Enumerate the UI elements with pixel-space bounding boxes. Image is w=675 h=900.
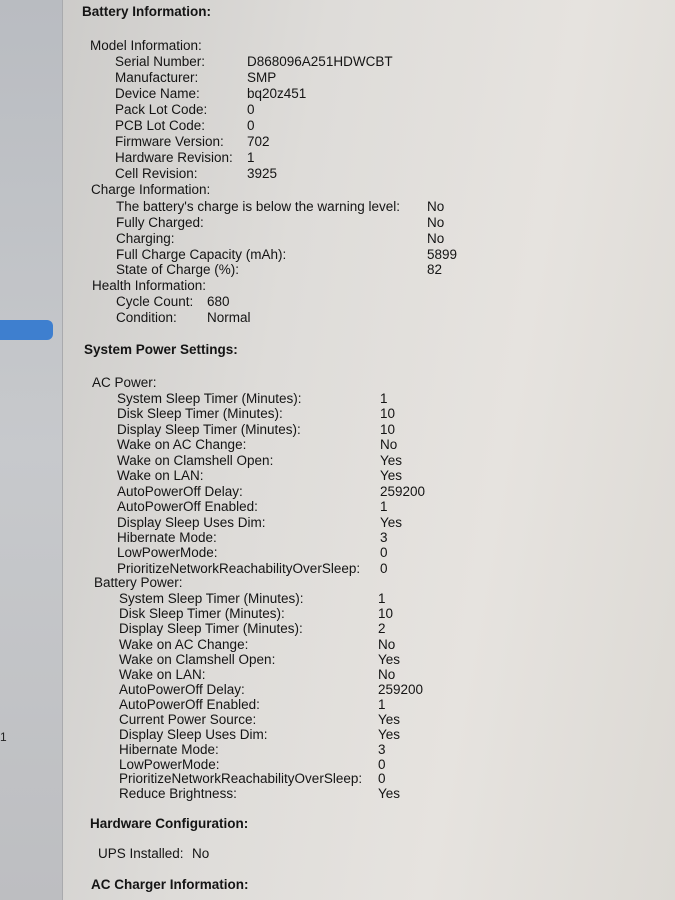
row-label: Full Charge Capacity (mAh): xyxy=(116,247,287,262)
row-label: Wake on LAN: xyxy=(117,468,204,483)
row-value: 10 xyxy=(378,606,394,621)
row-label: System Sleep Timer (Minutes): xyxy=(119,591,304,606)
row-value: SMP xyxy=(247,70,277,85)
row-label: Wake on AC Change: xyxy=(117,437,247,452)
row-value: 0 xyxy=(247,118,255,133)
subsection-header-battery-power: Battery Power: xyxy=(94,575,183,590)
row-value: Yes xyxy=(380,468,403,483)
subsection-header-model: Model Information: xyxy=(90,38,202,53)
row-label: AutoPowerOff Delay: xyxy=(119,682,245,697)
row-value: 0 xyxy=(247,102,255,117)
row-value: 5899 xyxy=(427,247,458,262)
section-title-ac-charger-information: AC Charger Information: xyxy=(91,877,249,892)
row-label: Wake on LAN: xyxy=(119,667,206,682)
row-label: Reduce Brightness: xyxy=(119,786,237,801)
row-value: No xyxy=(427,199,445,214)
row-value: 259200 xyxy=(380,484,426,499)
row-label: Display Sleep Timer (Minutes): xyxy=(119,621,303,636)
section-title-battery-information: Battery Information: xyxy=(82,4,212,19)
row-value: 0 xyxy=(378,771,386,786)
row-value: No xyxy=(427,215,445,230)
sidebar xyxy=(0,0,63,900)
row-label: PrioritizeNetworkReachabilityOverSleep: xyxy=(119,771,363,786)
row-value: 10 xyxy=(380,406,396,421)
row-value: No xyxy=(378,667,396,682)
row-value: 2 xyxy=(378,621,386,636)
row-label: Disk Sleep Timer (Minutes): xyxy=(117,406,283,421)
row-label: Manufacturer: xyxy=(115,70,199,85)
report-content xyxy=(62,0,675,900)
row-label: Hibernate Mode: xyxy=(117,530,217,545)
row-value: 3 xyxy=(380,530,388,545)
row-label: Current Power Source: xyxy=(119,712,257,727)
sidebar-selected-item[interactable] xyxy=(0,320,53,340)
row-value: Normal xyxy=(207,310,251,325)
row-label: Serial Number: xyxy=(115,54,206,69)
row-label: The battery's charge is below the warning level: xyxy=(116,199,400,214)
sidebar-glyph: 1 xyxy=(0,730,7,744)
row-label: Device Name: xyxy=(115,86,200,101)
row-value: 259200 xyxy=(378,682,424,697)
row-value: Yes xyxy=(378,652,401,667)
row-label: AutoPowerOff Enabled: xyxy=(117,499,258,514)
row-value: bq20z451 xyxy=(247,86,307,101)
row-label: LowPowerMode: xyxy=(119,757,220,772)
row-value: 82 xyxy=(427,262,443,277)
row-label: Cycle Count: xyxy=(116,294,194,309)
row-label: Pack Lot Code: xyxy=(115,102,208,117)
row-value: 680 xyxy=(207,294,230,309)
row-value: Yes xyxy=(380,453,403,468)
section-title-system-power-settings: System Power Settings: xyxy=(84,342,238,357)
row-label: Display Sleep Timer (Minutes): xyxy=(117,422,301,437)
row-label: Firmware Version: xyxy=(115,134,224,149)
row-value: 0 xyxy=(378,757,386,772)
row-value: 1 xyxy=(378,697,386,712)
row-label: LowPowerMode: xyxy=(117,545,218,560)
row-value: Yes xyxy=(378,727,401,742)
row-value: 0 xyxy=(380,561,388,576)
row-label: Wake on Clamshell Open: xyxy=(119,652,276,667)
row-value: No xyxy=(427,231,445,246)
row-label: Cell Revision: xyxy=(115,166,198,181)
row-value: 3925 xyxy=(247,166,278,181)
subsection-header-charge: Charge Information: xyxy=(91,182,211,197)
ups-installed-value: No xyxy=(192,846,210,861)
row-label: Fully Charged: xyxy=(116,215,204,230)
row-label: PrioritizeNetworkReachabilityOverSleep: xyxy=(117,561,361,576)
row-label: AutoPowerOff Delay: xyxy=(117,484,243,499)
row-label: AutoPowerOff Enabled: xyxy=(119,697,260,712)
row-value: Yes xyxy=(380,515,403,530)
row-label: Hibernate Mode: xyxy=(119,742,219,757)
row-value: No xyxy=(380,437,398,452)
row-value: 702 xyxy=(247,134,270,149)
row-label: Wake on Clamshell Open: xyxy=(117,453,274,468)
row-value: Yes xyxy=(378,786,401,801)
row-value: D868096A251HDWCBT xyxy=(247,54,393,69)
row-label: Disk Sleep Timer (Minutes): xyxy=(119,606,285,621)
row-value: 3 xyxy=(378,742,386,757)
row-label: Condition: xyxy=(116,310,177,325)
row-label: Hardware Revision: xyxy=(115,150,233,165)
section-title-hardware-configuration: Hardware Configuration: xyxy=(90,816,249,831)
row-label: Wake on AC Change: xyxy=(119,637,249,652)
row-value: 1 xyxy=(380,391,388,406)
row-value: 10 xyxy=(380,422,396,437)
row-value: Yes xyxy=(378,712,401,727)
row-value: 1 xyxy=(247,150,255,165)
row-value: 1 xyxy=(378,591,386,606)
subsection-header-ac-power: AC Power: xyxy=(92,375,157,390)
subsection-header-health: Health Information: xyxy=(92,278,207,293)
row-label: State of Charge (%): xyxy=(116,262,240,277)
row-label: System Sleep Timer (Minutes): xyxy=(117,391,302,406)
ups-installed-label: UPS Installed: xyxy=(98,846,184,861)
row-value: No xyxy=(378,637,396,652)
row-label: Display Sleep Uses Dim: xyxy=(119,727,268,742)
row-label: PCB Lot Code: xyxy=(115,118,206,133)
row-label: Display Sleep Uses Dim: xyxy=(117,515,266,530)
row-value: 0 xyxy=(380,545,388,560)
row-label: Charging: xyxy=(116,231,175,246)
row-value: 1 xyxy=(380,499,388,514)
